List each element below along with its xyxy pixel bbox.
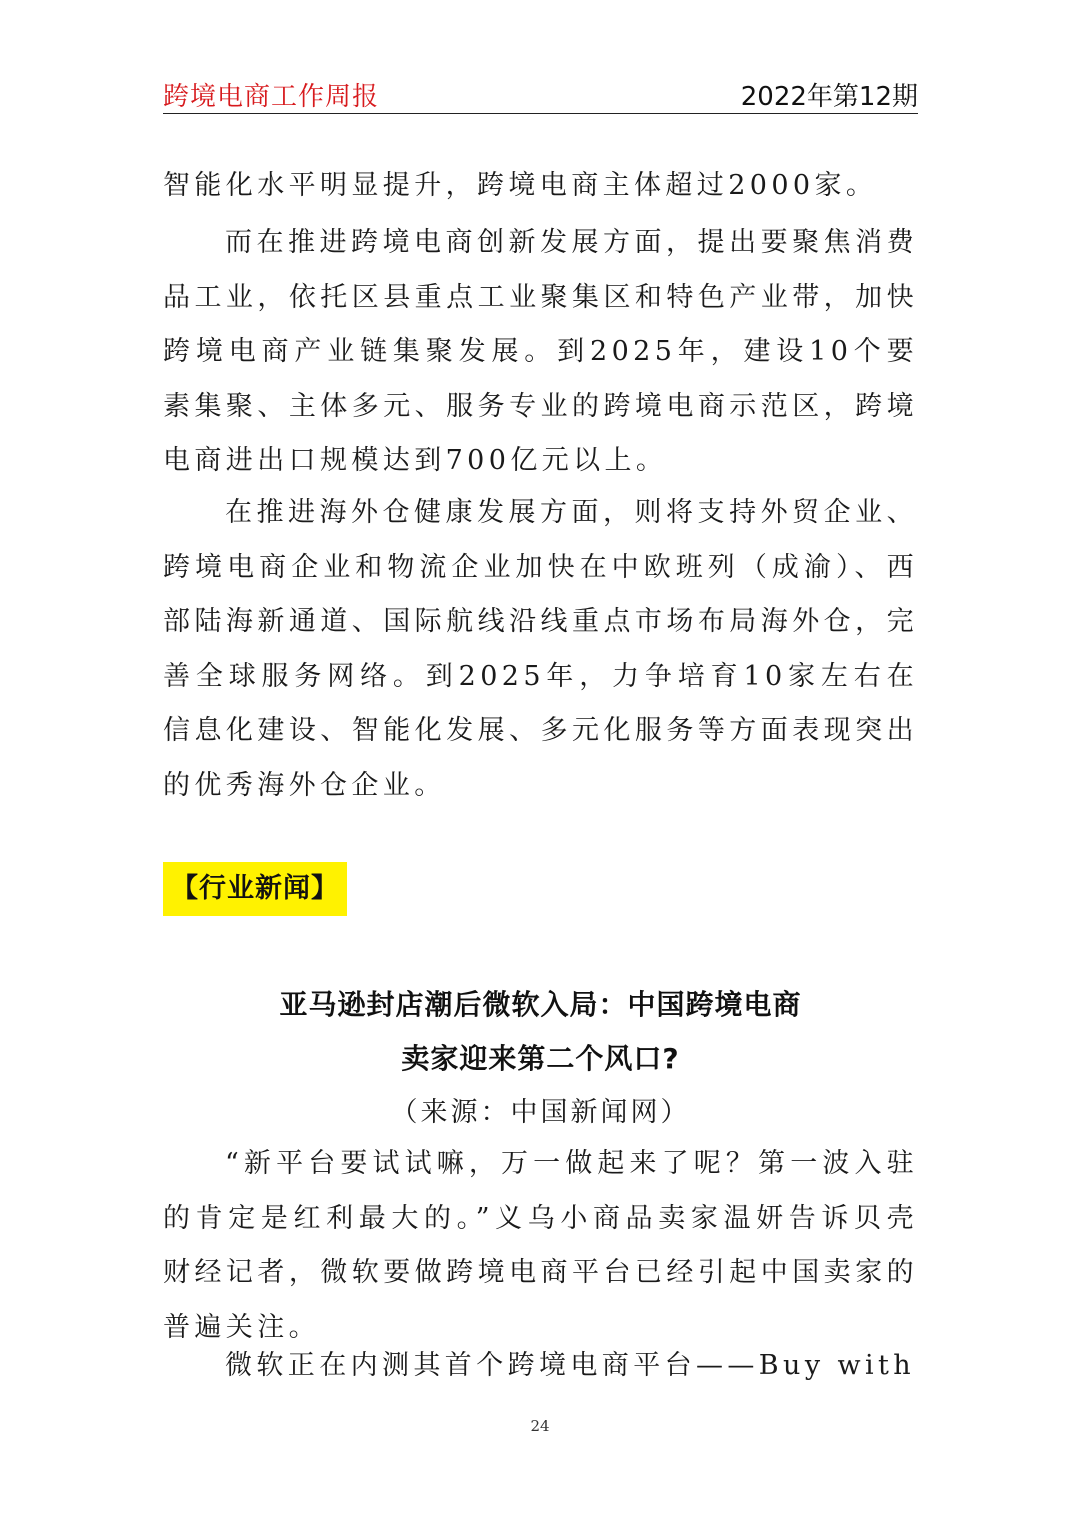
newsletter-title: 跨境电商工作周报	[163, 82, 380, 112]
article-source: （来源：中国新闻网）	[390, 1097, 691, 1128]
section-tag-industry-news: 【行业新闻】	[163, 862, 347, 916]
article-title-line2: 卖家迎来第二个风口?	[401, 1042, 680, 1075]
issue-number: 2022年第12期	[740, 82, 918, 112]
paragraph-continuation: 智能化水平明显提升，跨境电商主体超过2000家。	[163, 170, 878, 201]
paragraph-overseas-warehouse: 在推进海外仓健康发展方面，则将支持外贸企业、跨境电商企业和物流企业加快在中欧班列（成渝）、西部陆海新通道、国际航线沿线重点市场布局海外仓，完善全球服务网络。到2025年，力争培育10家左右在信息化建设、智能化发展、多元化服务等方面表现突出的优秀海外仓企业。	[163, 497, 918, 801]
article-title-line1: 亚马逊封店潮后微软入局：中国跨境电商	[279, 988, 802, 1021]
article-paragraph: “新平台要试试嘛，万一做起来了呢？第一波入驻的肯定是红利最大的。”义乌小商品卖家温妍告诉贝壳财经记者，微软要做跨境电商平台已经引起中国卖家的普遍关注。	[163, 1148, 918, 1343]
header-divider	[163, 113, 918, 114]
paragraph-innovation: 而在推进跨境电商创新发展方面，提出要聚焦消费品工业，依托区县重点工业聚集区和特色产业带，加快跨境电商产业链集聚发展。到2025年，建设10个要素集聚、主体多元、服务专业的跨境电商示范区，跨境电商进出口规模达到700亿元以上。	[163, 227, 918, 476]
page-number: 24	[530, 1417, 550, 1435]
page-header	[163, 74, 918, 114]
article-paragraph: 微软正在内测其首个跨境电商平台——Buy with	[225, 1350, 916, 1381]
